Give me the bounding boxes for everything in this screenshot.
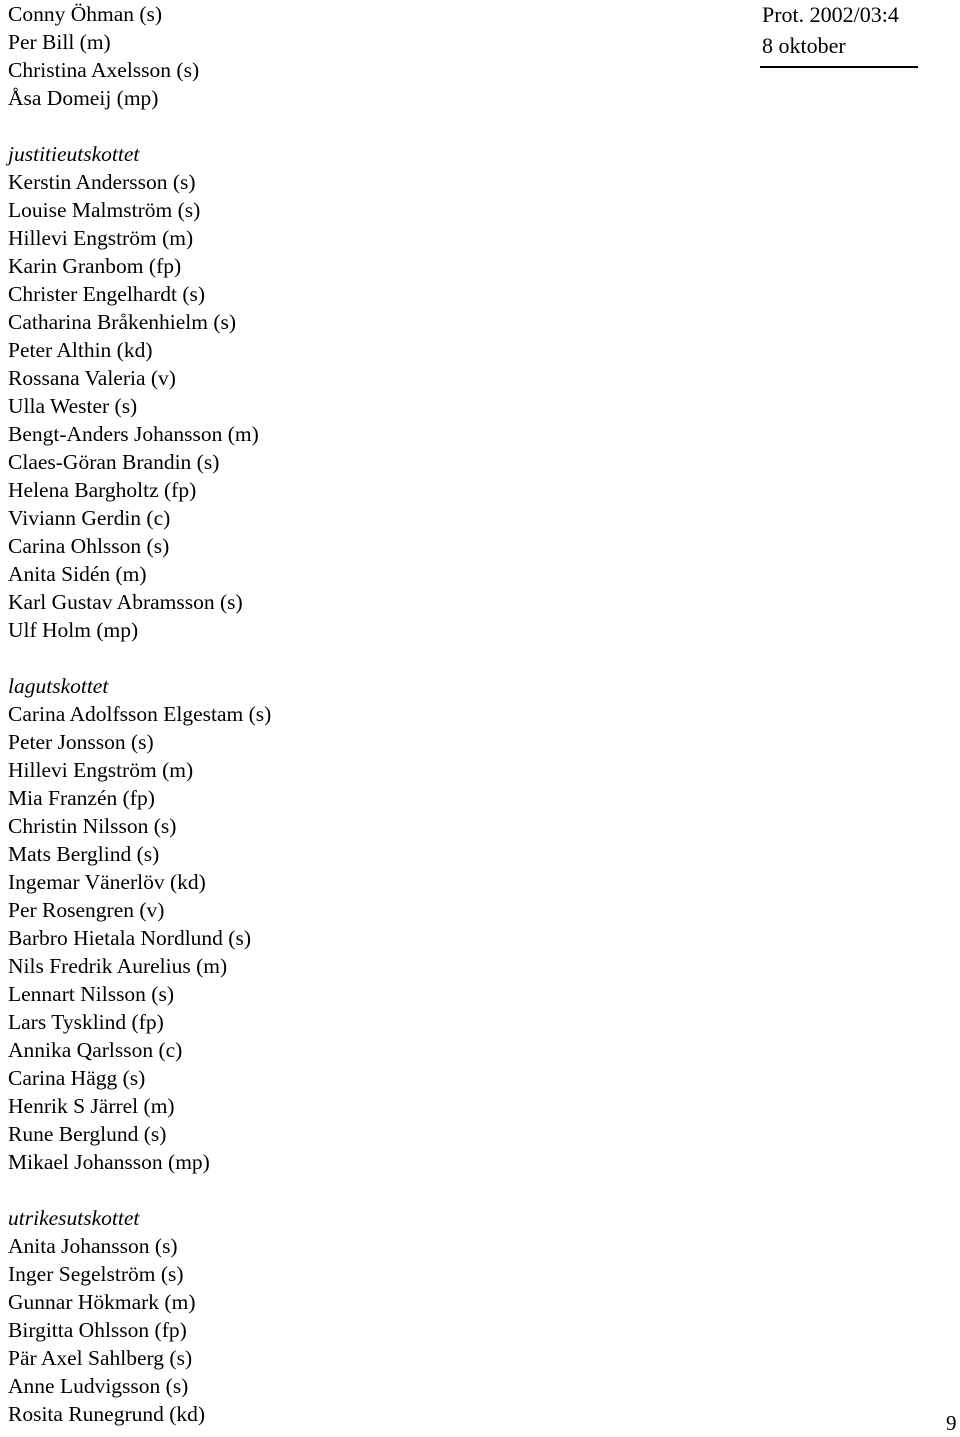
member-line: Christin Nilsson (s): [8, 814, 177, 838]
member-line: Catharina Bråkenhielm (s): [8, 310, 237, 334]
member-line: Annika Qarlsson (c): [8, 1038, 183, 1062]
member-line: Pär Axel Sahlberg (s): [8, 1346, 193, 1370]
member-line: Carina Ohlsson (s): [8, 534, 170, 558]
member-line: Christer Engelhardt (s): [8, 282, 206, 306]
member-line: Inger Segelström (s): [8, 1262, 184, 1286]
member-line: Henrik S Järrel (m): [8, 1094, 175, 1118]
member-line: Anita Sidén (m): [8, 562, 147, 586]
member-line: Christina Axelsson (s): [8, 58, 200, 82]
member-line: Rune Berglund (s): [8, 1122, 167, 1146]
member-line: Ulf Holm (mp): [8, 618, 139, 642]
member-line: Anne Ludvigsson (s): [8, 1374, 189, 1398]
member-line: Birgitta Ohlsson (fp): [8, 1318, 187, 1342]
member-line: Mats Berglind (s): [8, 842, 160, 866]
member-line: Per Rosengren (v): [8, 898, 165, 922]
member-line: Louise Malmström (s): [8, 198, 201, 222]
member-line: Lennart Nilsson (s): [8, 982, 174, 1006]
member-line: Åsa Domeij (mp): [8, 86, 159, 110]
member-line: Claes-Göran Brandin (s): [8, 450, 220, 474]
member-line: Rossana Valeria (v): [8, 366, 176, 390]
member-line: Hillevi Engström (m): [8, 758, 194, 782]
member-line: Barbro Hietala Nordlund (s): [8, 926, 251, 950]
member-line: Carina Hägg (s): [8, 1066, 146, 1090]
member-line: Gunnar Hökmark (m): [8, 1290, 196, 1314]
member-line: Ulla Wester (s): [8, 394, 138, 418]
member-line: Mikael Johansson (mp): [8, 1150, 210, 1174]
member-line: Peter Jonsson (s): [8, 730, 154, 754]
member-line: Conny Öhman (s): [8, 2, 163, 26]
member-line: Per Bill (m): [8, 30, 111, 54]
member-line: Mia Franzén (fp): [8, 786, 155, 810]
member-line: Lars Tysklind (fp): [8, 1010, 164, 1034]
member-line: Peter Althin (kd): [8, 338, 153, 362]
protocol-number: Prot. 2002/03:4: [762, 2, 899, 27]
member-line: Anita Johansson (s): [8, 1234, 178, 1258]
protocol-date: 8 oktober: [762, 33, 846, 58]
committee-heading: lagutskottet: [8, 674, 109, 698]
member-line: Hillevi Engström (m): [8, 226, 194, 250]
member-line: Rosita Runegrund (kd): [8, 1402, 206, 1426]
page-number: 9: [946, 1411, 957, 1435]
header-underline: [760, 66, 918, 68]
member-line: Kerstin Andersson (s): [8, 170, 196, 194]
member-line: Bengt-Anders Johansson (m): [8, 422, 259, 446]
committee-heading: justitieutskottet: [8, 142, 140, 166]
member-line: Nils Fredrik Aurelius (m): [8, 954, 228, 978]
committee-heading: utrikesutskottet: [8, 1206, 140, 1230]
member-line: Helena Bargholtz (fp): [8, 478, 197, 502]
member-line: Karl Gustav Abramsson (s): [8, 590, 243, 614]
member-line: Carina Adolfsson Elgestam (s): [8, 702, 272, 726]
member-line: Karin Granbom (fp): [8, 254, 182, 278]
member-line: Viviann Gerdin (c): [8, 506, 171, 530]
member-line: Ingemar Vänerlöv (kd): [8, 870, 206, 894]
